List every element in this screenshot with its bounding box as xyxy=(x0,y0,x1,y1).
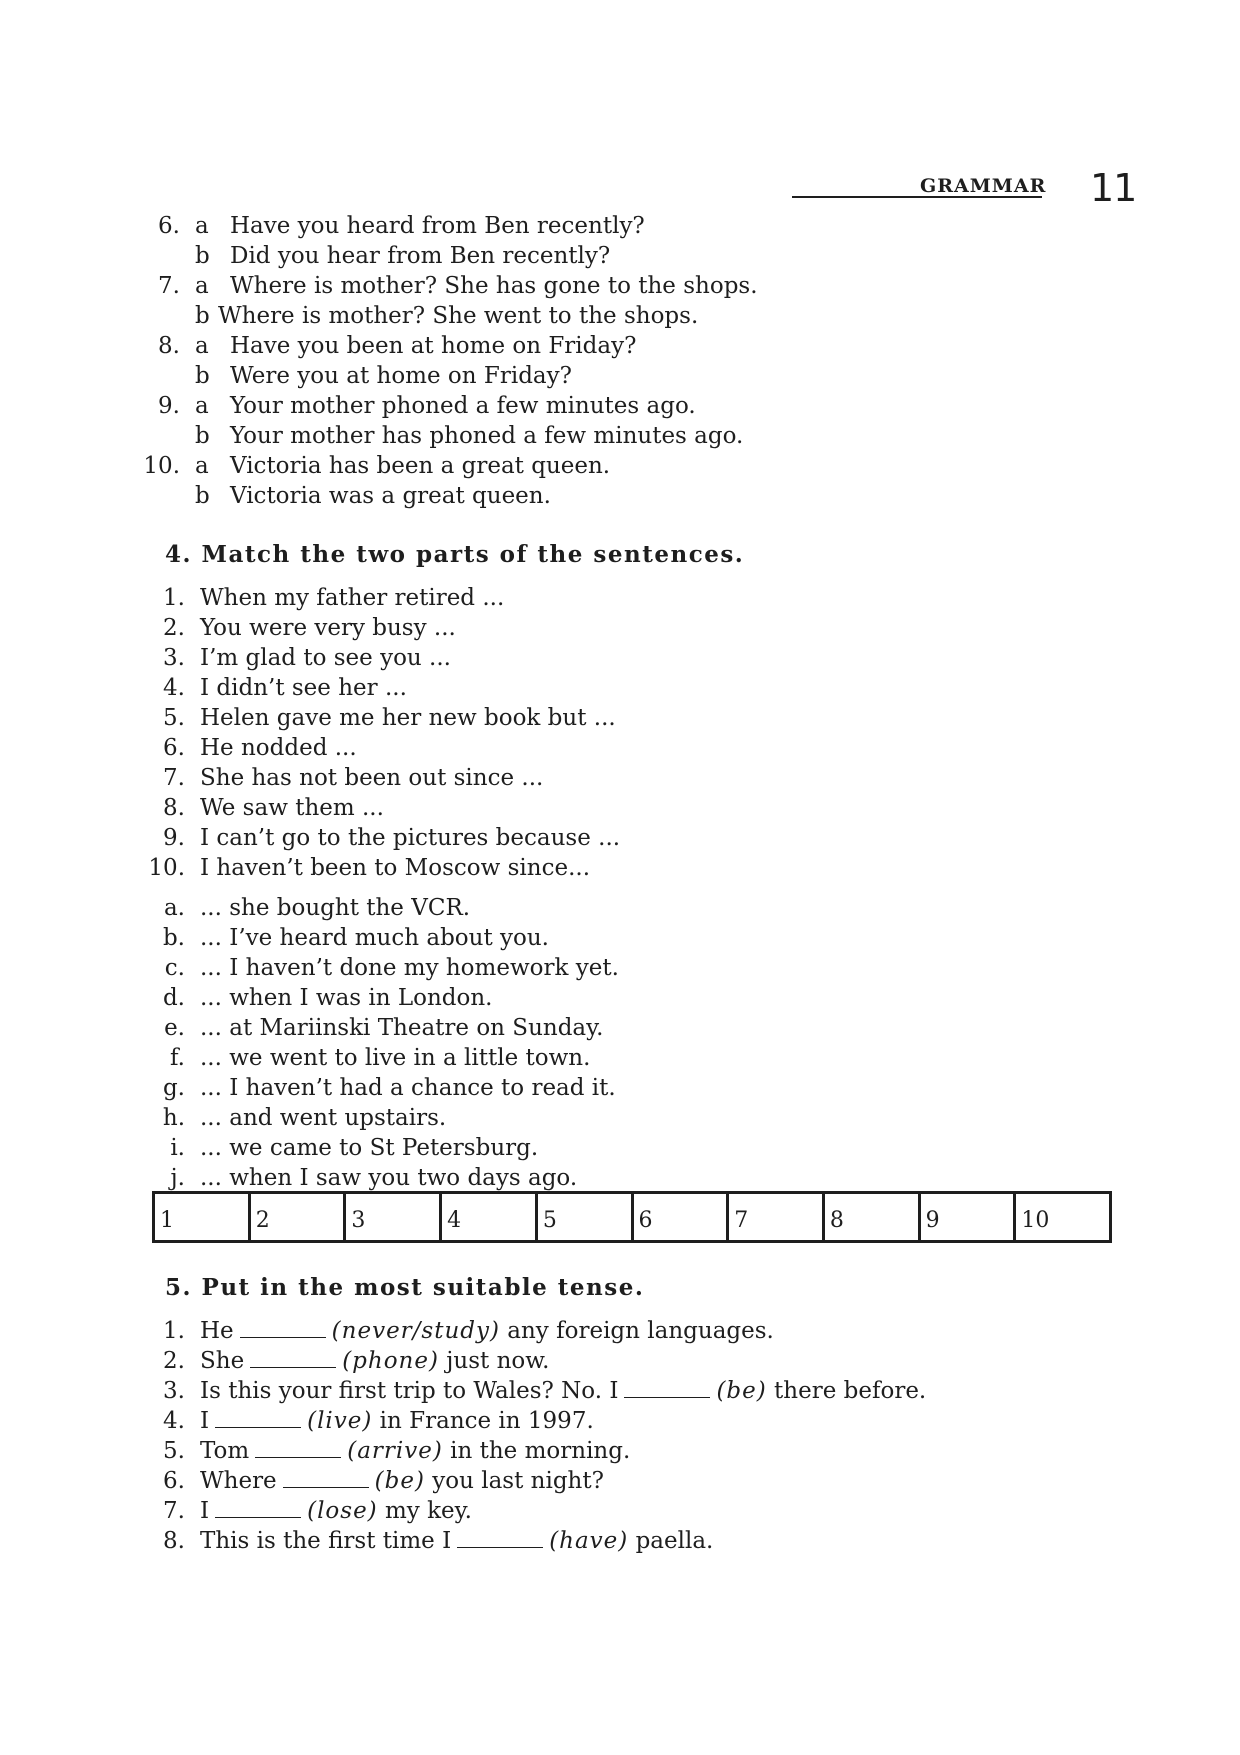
answer-cell[interactable]: 6 xyxy=(634,1194,730,1240)
answer-blank[interactable] xyxy=(215,1409,301,1428)
answer-cell[interactable]: 8 xyxy=(825,1194,921,1240)
answer-blank[interactable] xyxy=(250,1349,336,1368)
page-number: 11 xyxy=(1090,166,1137,210)
answer-blank[interactable] xyxy=(215,1499,301,1518)
answer-cell[interactable]: 7 xyxy=(729,1194,825,1240)
answer-cell[interactable]: 2 xyxy=(251,1194,347,1240)
exercise-5-heading: 5. Put in the most suitable tense. xyxy=(165,1274,645,1301)
answer-blank[interactable] xyxy=(283,1469,369,1488)
answer-blank[interactable] xyxy=(240,1319,326,1338)
answer-cell[interactable]: 3 xyxy=(346,1194,442,1240)
answer-cell[interactable]: 1 xyxy=(155,1194,251,1240)
answer-cell[interactable]: 4 xyxy=(442,1194,538,1240)
answer-cell[interactable]: 10 xyxy=(1021,1208,1050,1233)
section-title: GRAMMAR xyxy=(920,175,1047,197)
answer-blank[interactable] xyxy=(457,1529,543,1548)
answer-cell[interactable]: 5 xyxy=(538,1194,634,1240)
answer-blank[interactable] xyxy=(624,1379,710,1398)
answer-cell[interactable]: 9 xyxy=(921,1194,1017,1240)
answer-blank[interactable] xyxy=(255,1439,341,1458)
answer-table xyxy=(152,1191,1112,1243)
exercise-4-heading: 4. Match the two parts of the sentences. xyxy=(165,541,745,568)
textbook-page: GRAMMAR 11 6. a Have you heard from Ben recently? b Did you hear from Ben recently? 7. a Where is mother? She has gone to the shops. b Where is mother? She went to the shops. 8. a Have you been at home on Friday? b Were you at home on Friday? 9. a Your mother phoned a few minutes ago. b Your mother has phoned a few minutes ago. 10. a Victoria has been a great queen. b Victoria was a great queen. 4. Match the two parts of the sentences. 1. When my father retired ... 2. You were very busy ... 3. I’m glad to see you ... 4. I didn’t see her ... 5. Helen gave me her new book but ... 6. He nodded ... 7. She has not been out since ... 8. We saw them ... 9. I can’t go to the pictures because ... 10. I haven’t been to Moscow since... a. ... she bought the VCR. b. ... I’ve heard much about you. c. ... I haven’t done my homework yet. d. ... when I was in London. e. ... at Mariinski Theatre on Sunday. f. ... we went to live in a little town. g. ... I haven’t had a chance to read it. h. ... and went upstairs. i. ... we came to St Petersburg. j. ... when I saw you two days ago. 1 2 3 4 5 6 7 8 9 10 5. Put in the most suitable tense. 1. He (never/study) any foreign languages. 2. She (phone) just now. 3. Is this your first trip to Wales? No. I (be) there before. 4. I (live) in France in 1997. 5. Tom (arrive) in the morning. 6. Where (be) you last night? 7. I (lose) my key. 8. This is the first time I (have) paella. xyxy=(143,166,1137,1554)
